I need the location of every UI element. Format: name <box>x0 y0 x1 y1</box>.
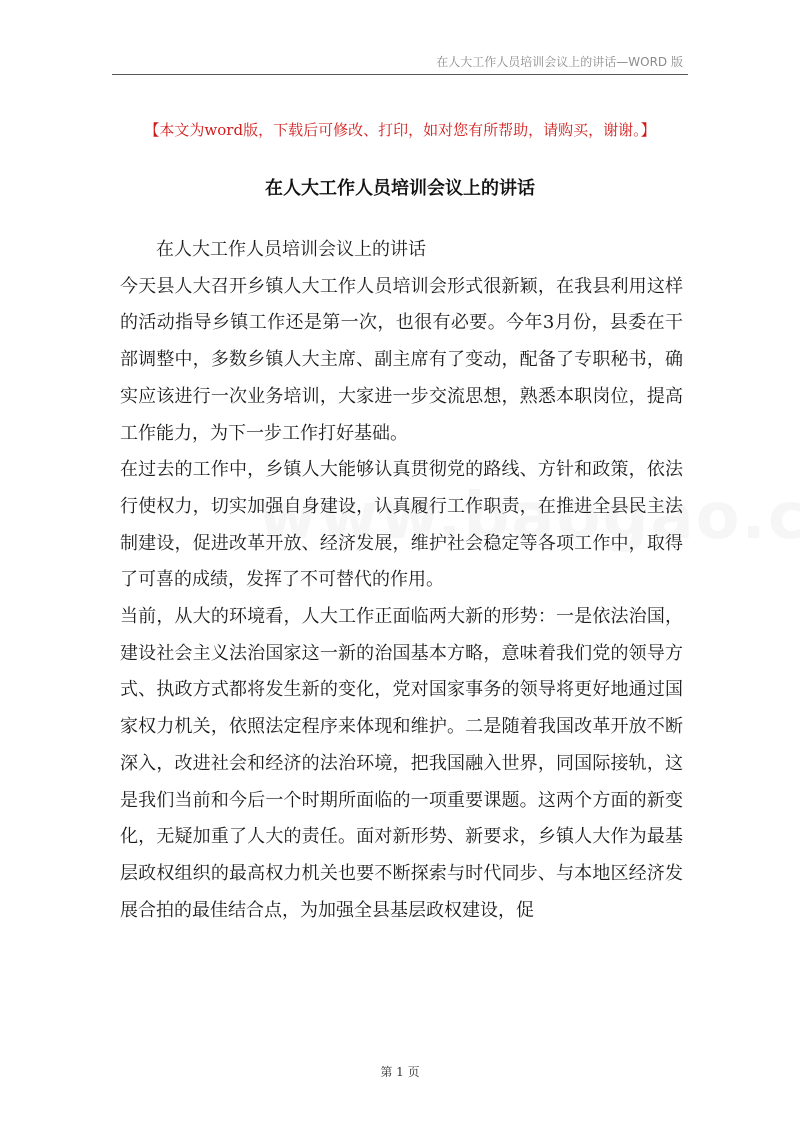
paragraph: 今天县人大召开乡镇人大工作人员培训会形式很新颖，在我县利用这样的活动指导乡镇工作还是第一次，也很有必要。今年3月份，县委在干部调整中，多数乡镇人大主席、副主席有了变动，配备了专职秘书，确实应该进行一次业务培训，大家进一步交流思想，熟悉本职岗位，提高工作能力，为下一步工作打好基础。 <box>120 275 683 444</box>
paragraph: 在过去的工作中，乡镇人大能够认真贯彻党的路线、方针和政策，依法行使权力，切实加强自身建设，认真履行工作职责，在推进全县民主法制建设，促进改革开放、经济发展，维护社会稳定等各项工作中，取得了可喜的成绩，发挥了不可替代的作用。 <box>120 459 683 591</box>
document-title: 在人大工作人员培训会议上的讲话 <box>265 178 535 199</box>
paragraph: 当前，从大的环境看，人大工作正面临两大新的形势：一是依法治国，建设社会主义法治国家这一新的治国基本方略，意味着我们党的领导方式、执政方式都将发生新的变化，党对国家事务的领导将更好地通过国家权力机关，依照法定程序来体现和维护。二是随着我国改革开放不断深入，改进社会和经济的法治环境，把我国融入世界，同国际接轨，这是我们当前和今后一个时期所面临的一项重要课题。这两个方面的新变化，无疑加重了人大的责任。面对新形势、新要求，乡镇人大作为最基层政权组织的最高权力机关也要不断探索与时代同步、与本地区经济发展合拍的最佳结合点，为加强全县基层政权建设，促 <box>120 606 683 921</box>
running-header: 在人大工作人员培训会议上的讲话—WORD 版 <box>436 55 683 69</box>
document-body <box>120 232 683 929</box>
header-divider <box>112 74 688 75</box>
download-notice: 【本文为word版，下载后可修改、打印，如对您有所帮助，请购买，谢谢。】 <box>144 121 656 139</box>
paragraph-subtitle: 在人大工作人员培训会议上的讲话 <box>156 239 426 260</box>
page-number: 第 1 页 <box>380 1065 420 1079</box>
